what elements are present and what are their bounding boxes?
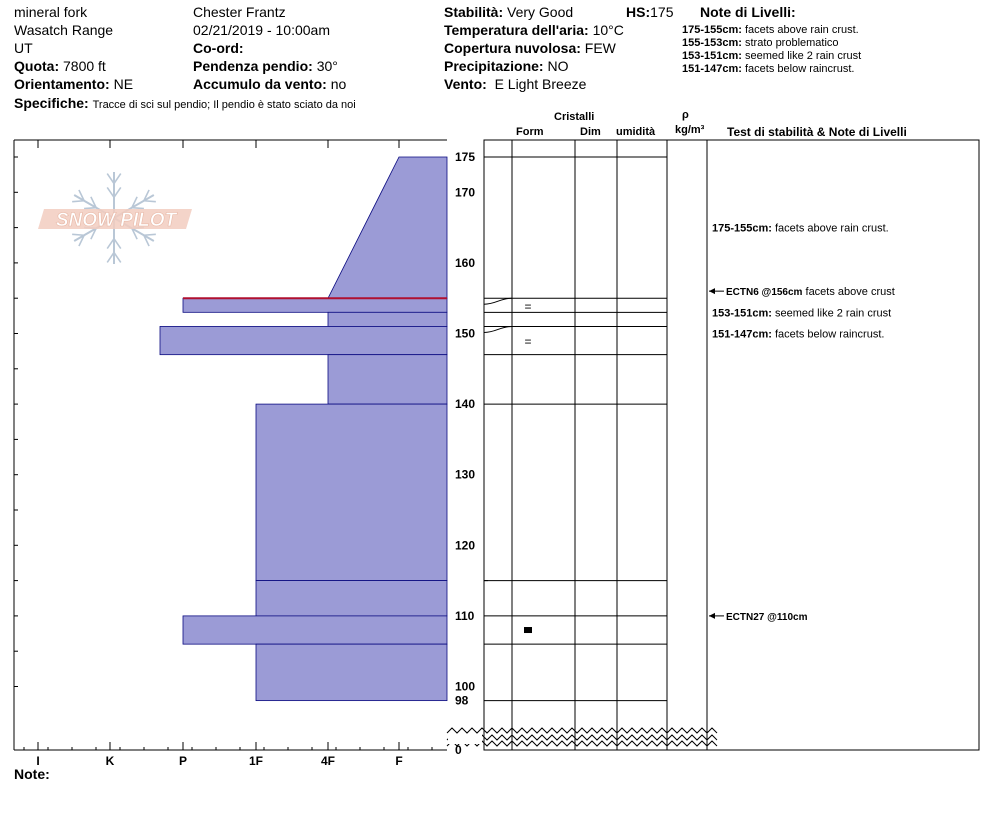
hardness-layer	[328, 355, 447, 404]
right-layer-note	[712, 223, 889, 235]
snowflake-branch	[144, 201, 156, 202]
hardness-label: 1F	[248, 754, 264, 768]
layer-note-range: 151-147cm:	[682, 63, 742, 75]
slope-value: 30°	[316, 58, 338, 74]
hs-value: 175	[650, 4, 674, 20]
precip-value: NO	[547, 58, 569, 74]
col-form: Form	[516, 126, 544, 138]
stability-test-code: ECTN27 @110cm	[726, 611, 808, 623]
hardness-label: F	[395, 754, 403, 768]
location: mineral fork	[14, 4, 88, 20]
height-label: 110	[455, 608, 475, 623]
snowflake-branch	[84, 208, 96, 209]
aspect-label: Orientamento:	[14, 76, 110, 92]
wind-value: E Light Breeze	[494, 76, 587, 92]
right-layer-note-range: 153-151cm:	[712, 307, 772, 320]
axis-break	[447, 735, 717, 740]
form-symbol	[524, 627, 532, 633]
form-symbol: =	[524, 334, 532, 349]
stability-test-note: facets above crust	[802, 286, 895, 299]
cloud-value: FEW	[584, 40, 616, 56]
layer-note-text: strato problematico	[745, 37, 839, 49]
layer-connector	[484, 298, 512, 304]
elevation-value: 7800 ft	[63, 58, 106, 74]
test-arrow-head	[709, 613, 715, 619]
layer-note-range: 175-155cm:	[682, 24, 742, 36]
hardness-label: 4F	[320, 754, 336, 768]
height-label: 0	[455, 743, 462, 757]
axis-break-gap	[448, 734, 482, 744]
form-symbol: =	[524, 299, 532, 314]
layer-note-range: 153-151cm:	[682, 50, 742, 62]
snowflake-branch	[107, 239, 114, 249]
layer-note-text: facets above rain crust.	[745, 24, 859, 36]
layer-note-range: 155-153cm:	[682, 37, 742, 49]
right-layer-note-range: 151-147cm:	[712, 328, 772, 341]
notes-label: Note:	[14, 766, 50, 782]
hardness-layer	[328, 312, 447, 326]
stability-value: Very Good	[507, 4, 574, 20]
col-tests: Test di stabilità & Note di Livelli	[727, 125, 907, 139]
height-label: 170	[455, 185, 476, 200]
right-layer-note-range: 175-155cm:	[712, 222, 772, 235]
layer-notes-title: Note di Livelli:	[700, 4, 796, 20]
hardness-layers	[160, 157, 447, 701]
wind-label: Vento:	[444, 76, 487, 92]
hardness-layer	[256, 644, 447, 700]
specifics-label: Specifiche:	[14, 95, 89, 111]
axis-break	[447, 728, 717, 733]
hardness-label: K	[105, 754, 115, 768]
height-label: 140	[455, 397, 476, 412]
height-label: 150	[455, 326, 476, 341]
precip-label: Precipitazione:	[444, 58, 544, 74]
layer-connector	[484, 326, 512, 332]
snowflake-branch	[132, 208, 144, 209]
specifics-value: Tracce di sci sul pendio; Il pendio è stato sciato da noi	[92, 99, 356, 111]
wind-loading-label: Accumulo da vento:	[193, 76, 327, 92]
aspect-value: NE	[113, 76, 134, 92]
stability-test	[726, 286, 895, 298]
stability-test-code: ECTN6 @156cm	[726, 287, 803, 299]
chart-labels	[36, 150, 894, 768]
coord-label: Co-ord:	[193, 40, 244, 56]
col-crystals: Cristalli	[554, 111, 595, 123]
logo-text: SNOW PILOT	[55, 210, 177, 231]
height-label: 100	[455, 679, 476, 694]
snowflake-branch	[114, 187, 121, 197]
height-label: 160	[455, 255, 476, 270]
hardness-label: I	[36, 754, 40, 768]
stability-test	[726, 612, 808, 623]
snowpilot-logo	[38, 172, 192, 264]
hardness-layer	[160, 326, 447, 354]
snowflake-branch	[72, 234, 84, 235]
right-layer-note	[712, 329, 884, 341]
hardness-layer	[328, 157, 447, 298]
hardness-label: P	[178, 754, 188, 768]
right-layer-note-text: facets below raincrust.	[771, 328, 885, 341]
hardness-layer	[183, 616, 447, 644]
col-size: Dim	[580, 126, 601, 138]
air-temp-value: 10°C	[592, 22, 624, 38]
slope-label: Pendenza pendio:	[193, 58, 313, 74]
datetime: 02/21/2019 - 10:00am	[193, 22, 330, 38]
col-moisture: umidità	[616, 126, 656, 138]
snowflake-branch	[114, 174, 121, 184]
layer-note-text: facets below raincrust.	[745, 63, 855, 75]
elevation-label: Quota:	[14, 58, 60, 74]
layer-note-text: seemed like 2 rain crust	[745, 50, 862, 62]
range: Wasatch Range	[14, 22, 114, 38]
snowflake-branch	[114, 253, 121, 263]
snowflake-branch	[107, 253, 114, 263]
snowflake-branch	[72, 201, 84, 202]
air-temp-label: Temperatura dell'aria:	[444, 22, 589, 38]
snowflake-branch	[144, 234, 156, 235]
hs-label: HS:	[626, 4, 651, 20]
state: UT	[14, 40, 33, 56]
height-label: 175	[455, 150, 476, 164]
height-label: 98	[455, 693, 469, 708]
right-layer-note	[712, 307, 891, 319]
stability-label: Stabilità:	[444, 4, 504, 20]
snowflake-branch	[107, 187, 114, 197]
axis-break	[447, 741, 717, 746]
right-layer-note-text: facets above rain crust.	[771, 222, 889, 235]
observer: Chester Frantz	[193, 4, 286, 20]
snowflake-branch	[107, 174, 114, 184]
col-density-unit: kg/m³	[675, 124, 705, 136]
hardness-layer	[183, 298, 447, 312]
right-layer-note-text: seemed like 2 rain crust	[771, 307, 892, 320]
col-rho: ρ	[682, 109, 689, 121]
cloud-label: Copertura nuvolosa:	[444, 40, 581, 56]
height-label: 120	[455, 538, 476, 553]
height-label: 130	[455, 467, 476, 482]
hardness-layer	[256, 581, 447, 616]
hardness-layer	[256, 404, 447, 580]
snowflake-branch	[114, 239, 121, 249]
wind-loading-value: no	[330, 76, 347, 92]
test-arrow-head	[709, 288, 715, 294]
